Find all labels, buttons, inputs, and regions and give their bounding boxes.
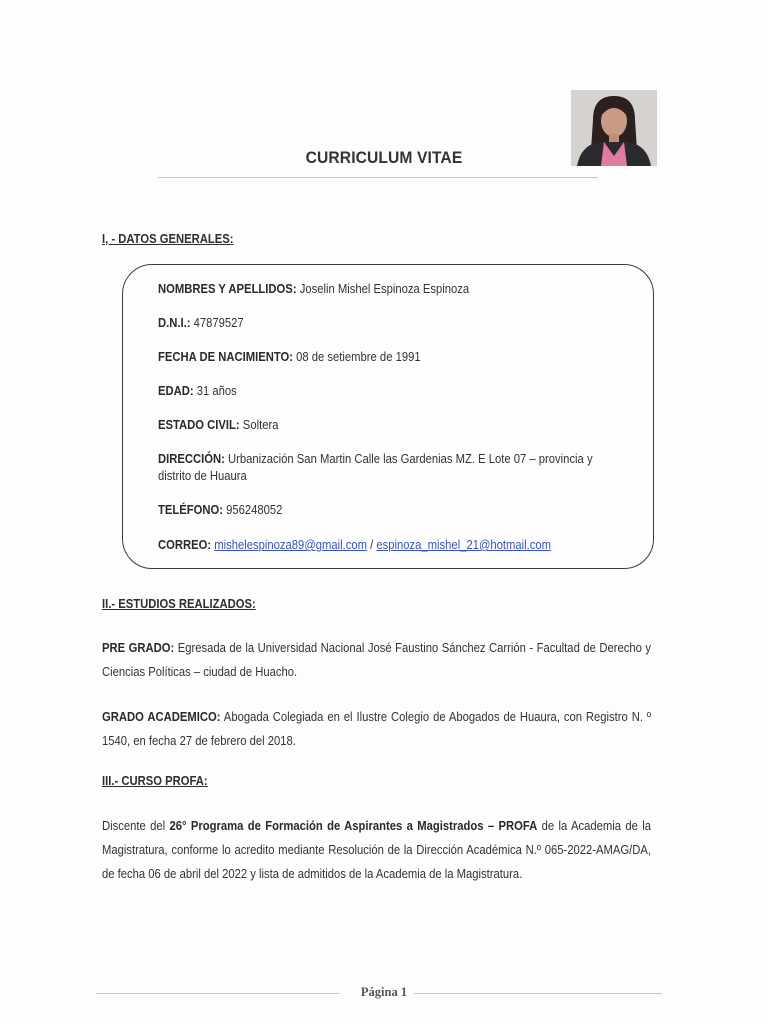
- pregrado-text: Egresada de la Universidad Nacional José Faustino Sánchez Carrión - Facultad de Derecho y Ciencias Políticas – ciudad de Huacho.: [102, 641, 651, 679]
- grado-label: GRADO ACADEMICO:: [102, 710, 221, 724]
- field-telefono-value: 956248052: [226, 503, 283, 517]
- pregrado-label: PRE GRADO:: [102, 641, 175, 655]
- field-nombres-label: NOMBRES Y APELLIDOS:: [158, 282, 297, 296]
- page-number: Página 1: [360, 985, 408, 999]
- field-edad: [158, 383, 581, 400]
- field-telefono: [158, 502, 581, 519]
- email-link-gmail[interactable]: mishelespinoza89@gmail.com: [214, 538, 368, 552]
- field-fecha-value: 08 de setiembre de 1991: [296, 350, 421, 364]
- section-heading-general: I, - DATOS GENERALES:: [102, 232, 234, 246]
- section-heading-estudios: II.- ESTUDIOS REALIZADOS:: [102, 597, 256, 611]
- field-direccion: [158, 451, 617, 485]
- field-nombres: [158, 281, 581, 298]
- field-estado-civil: [158, 417, 581, 434]
- email-separator: /: [367, 538, 377, 552]
- field-correo: [158, 537, 581, 554]
- field-edad-label: EDAD:: [158, 384, 194, 398]
- field-dni-value: 47879527: [193, 316, 244, 330]
- field-dni: [158, 315, 581, 332]
- field-estado-label: ESTADO CIVIL:: [158, 418, 240, 432]
- profa-text-2: de la Academia de la Magistratura, conforme lo acredito mediante Resolución de la Dirección Académica N.º 065-2022-AMAG/DA, de fecha 06 de abril del 2022 y lista de admitidos de la Academia de la Magistratura.: [102, 819, 651, 881]
- field-edad-value: 31 años: [196, 384, 237, 398]
- document-title: CURRICULUM VITAE: [305, 148, 463, 167]
- paragraph-pregrado: [102, 636, 651, 684]
- field-estado-value: Soltera: [242, 418, 279, 432]
- field-correo-label: CORREO:: [158, 538, 212, 552]
- field-nombres-value: Joselin Mishel Espinoza Espinoza: [299, 282, 470, 296]
- field-telefono-label: TELÉFONO:: [158, 503, 223, 517]
- field-dni-label: D.N.I.:: [158, 316, 191, 330]
- paragraph-grado-academico: [102, 705, 651, 753]
- footer-rule-right: [414, 993, 662, 994]
- section-heading-profa: III.- CURSO PROFA:: [102, 774, 208, 788]
- profa-program-name: 26° Programa de Formación de Aspirantes a Magistrados – PROFA: [169, 819, 538, 833]
- field-fecha-nacimiento: [158, 349, 581, 366]
- title-divider: [158, 177, 598, 178]
- paragraph-profa: [102, 814, 651, 886]
- field-direccion-value: Urbanización San Martin Calle las Gardenias MZ. E Lote 07 – provincia y distrito de Huaura: [158, 452, 593, 483]
- field-fecha-label: FECHA DE NACIMIENTO:: [158, 350, 293, 364]
- field-direccion-label: DIRECCIÓN:: [158, 452, 225, 466]
- grado-text: Abogada Colegiada en el Ilustre Colegio de Abogados de Huaura, con Registro N. º 1540, en fecha 27 de febrero del 2018.: [102, 710, 652, 748]
- profa-text-1: Discente del: [102, 819, 170, 833]
- email-link-hotmail[interactable]: espinoza_mishel_21@hotmail.com: [376, 538, 552, 552]
